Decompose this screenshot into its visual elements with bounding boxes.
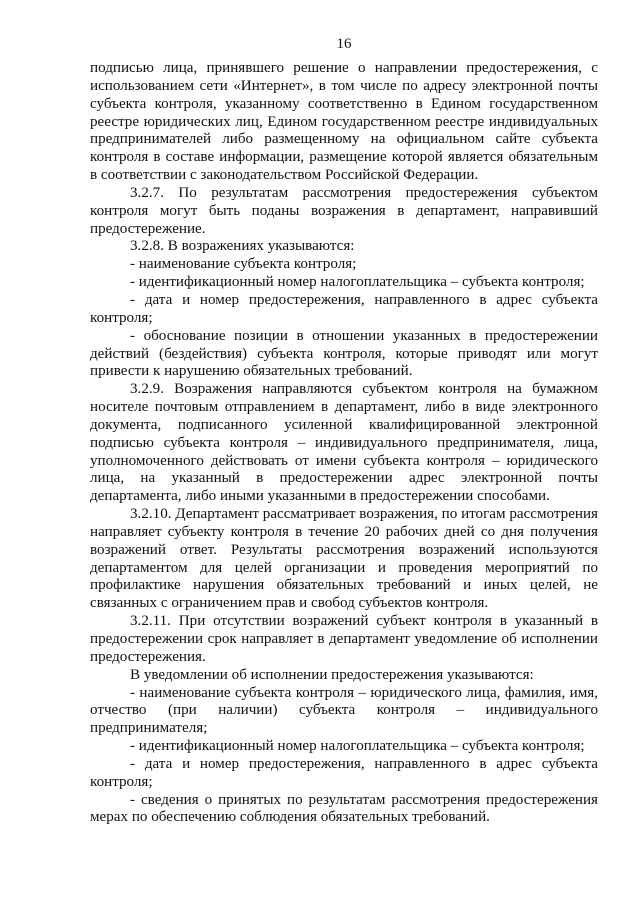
list-item-notification-name: - наименование субъекта контроля – юридического лица, фамилия, имя, отчество (при наличии) субъекта контроля – индивидуального предпринимателя; xyxy=(90,684,598,737)
list-item-notification-measures: - сведения о принятых по результатам рассмотрения предостережения мерах по обеспечению соблюдения обязательных требований. xyxy=(90,791,598,826)
list-item-objection-inn: - идентификационный номер налогоплательщика – субъекта контроля; xyxy=(130,274,585,291)
paragraph-3-2-9: 3.2.9. Возражения направляются субъектом контроля на бумажном носителе почтовым отправлением в департамент, либо в виде электронного документа, подписанного усиленной квалифицированной электронной подписью субъекта контроля – индивидуального предпринимателя, лица, уполномоченного действовать от имени субъекта контроля – юридического лица, на указанный в предостережении адрес электронной почты департамента, либо иными указанными в предостережении способами. xyxy=(90,381,598,505)
document-body xyxy=(90,60,598,827)
page-number: 16 xyxy=(336,36,352,52)
paragraph-3-2-8: 3.2.8. В возражениях указываются: xyxy=(130,238,355,255)
list-item-objection-date-number: - дата и номер предостережения, направленного в адрес субъекта контроля; xyxy=(90,291,598,326)
paragraph-continuation: подписью лица, принявшего решение о направлении предостережения, с использованием сети «Интернет», в том числе по адресу электронной почты субъекта контроля, указанному соответственно в Едином государственном реестре юридических лиц, Едином государственном реестре индивидуальных предпринимателей либо размещенному на официальном сайте субъекта контроля в составе информации, размещение которой является обязательным в соответствии с законодательством Российской Федерации. xyxy=(90,60,598,184)
paragraph-notification-intro: В уведомлении об исполнении предостережения указываются: xyxy=(130,666,534,683)
list-item-notification-date-number: - дата и номер предостережения, направленного в адрес субъекта контроля; xyxy=(90,755,598,790)
list-item-notification-inn: - идентификационный номер налогоплательщика – субъекта контроля; xyxy=(130,738,585,755)
list-item-objection-name: - наименование субъекта контроля; xyxy=(130,256,357,273)
paragraph-3-2-10: 3.2.10. Департамент рассматривает возражения, по итогам рассмотрения направляет субъекту контроля в течение 20 рабочих дней со дня получения возражений ответ. Результаты рассмотрения возражений используются департаментом для целей организации и проведения мероприятий по профилактике нарушения обязательных требований и иных целей, не связанных с ограничением прав и свобод субъектов контроля. xyxy=(90,506,598,612)
paragraph-3-2-7: 3.2.7. По результатам рассмотрения предостережения субъектом контроля могут быть поданы возражения в департамент, направивший предостережение. xyxy=(90,184,598,237)
list-item-objection-justification: - обоснование позиции в отношении указанных в предостережении действий (бездействия) субъекта контроля, которые приводят или могут привести к нарушению обязательных требований. xyxy=(90,327,598,380)
paragraph-3-2-11: 3.2.11. При отсутствии возражений субъект контроля в указанный в предостережении срок направляет в департамент уведомление об исполнении предостережения. xyxy=(90,613,598,665)
